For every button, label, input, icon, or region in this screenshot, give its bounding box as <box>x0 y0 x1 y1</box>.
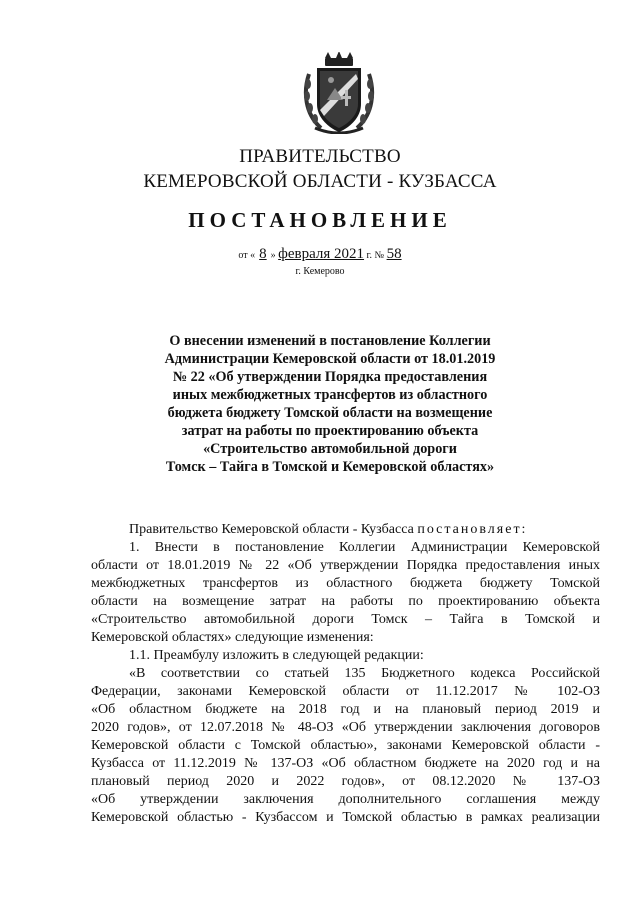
date-day: 8 <box>259 246 267 262</box>
body-line: Кемеровской областью - Кузбассом и Томской областью в рамках реализации <box>91 810 600 825</box>
title-line: «Строительство автомобильной дороги <box>203 441 457 457</box>
document-type-heading: ПОСТАНОВЛЕНИЕ <box>188 208 452 232</box>
title-line: Администрации Кемеровской области от 18.01.2019 <box>164 351 496 367</box>
document-number: 58 <box>386 246 402 262</box>
body-line: 2020 годов», от 12.07.2018 № 48-ОЗ «Об утверждении заключения договоров <box>91 720 600 735</box>
date-mid: » <box>270 250 276 261</box>
body-line: межбюджетных трансфертов из областного бюджета бюджету Томской <box>91 576 600 591</box>
title-line: Томск – Тайга в Томской и Кемеровской областях» <box>165 459 495 475</box>
body-line: «Строительство автомобильной дороги Томск – Тайга в Томской и <box>91 612 600 627</box>
intro-resolves: постановляет: <box>417 522 528 537</box>
title-line: № 22 «Об утверждении Порядка предоставления <box>172 369 488 385</box>
org-name-line1: ПРАВИТЕЛЬСТВО <box>239 146 401 167</box>
title-line: О внесении изменений в постановление Коллегии <box>169 333 491 349</box>
intro-lead: Правительство Кемеровской области - Кузбасса <box>129 522 414 537</box>
body-line: «Об областном бюджете на 2018 год и на плановый период 2019 и <box>91 702 600 717</box>
date-prefix: от « <box>238 250 256 261</box>
body-line: Кузбасса от 11.12.2019 № 137-ОЗ «Об областном бюджете на 2020 год и на <box>91 756 600 771</box>
body-line: Кемеровской области с Томской областью», законами Кемеровской области - <box>91 738 600 753</box>
body-line: Кемеровской областях» следующие изменения: <box>91 630 374 645</box>
body-line: плановый период 2020 и 2022 годов», от 08.12.2020 № 137-ОЗ <box>91 774 600 789</box>
place-of-issue: г. Кемерово <box>295 266 345 277</box>
kuzbass-coat-of-arms-icon <box>301 52 377 134</box>
document-title <box>150 332 510 476</box>
title-line: бюджета бюджету Томской области на возмещение <box>167 405 493 421</box>
body-line: области на возмещение затрат на работы по проектированию объекта <box>91 594 600 609</box>
body-line: Федерации, законами Кемеровской области от 11.12.2017 № 102-ОЗ <box>91 684 600 699</box>
org-name-line2: КЕМЕРОВСКОЙ ОБЛАСТИ - КУЗБАССА <box>143 171 497 192</box>
number-label: № <box>374 250 385 261</box>
body-line: области от 18.01.2019 № 22 «Об утверждении Порядка предоставления иных <box>91 558 600 573</box>
title-line: иных межбюджетных трансфертов из областного <box>172 387 488 403</box>
body-line: 1. Внести в постановление Коллегии Администрации Кемеровской <box>129 540 600 555</box>
body-line: «Об утверждении заключения дополнительного соглашения между <box>91 792 600 807</box>
document-body <box>91 521 600 827</box>
date-suffix: г. <box>366 250 373 261</box>
date-month-year: февраля 2021 <box>278 246 365 262</box>
title-line: затрат на работы по проектированию объекта <box>181 423 479 439</box>
date-number-line <box>0 246 640 263</box>
body-line: 1.1. Преамбулу изложить в следующей редакции: <box>129 648 424 663</box>
body-line: «В соответствии со статьей 135 Бюджетного кодекса Российской <box>129 666 600 681</box>
body-intro-line <box>91 521 600 539</box>
